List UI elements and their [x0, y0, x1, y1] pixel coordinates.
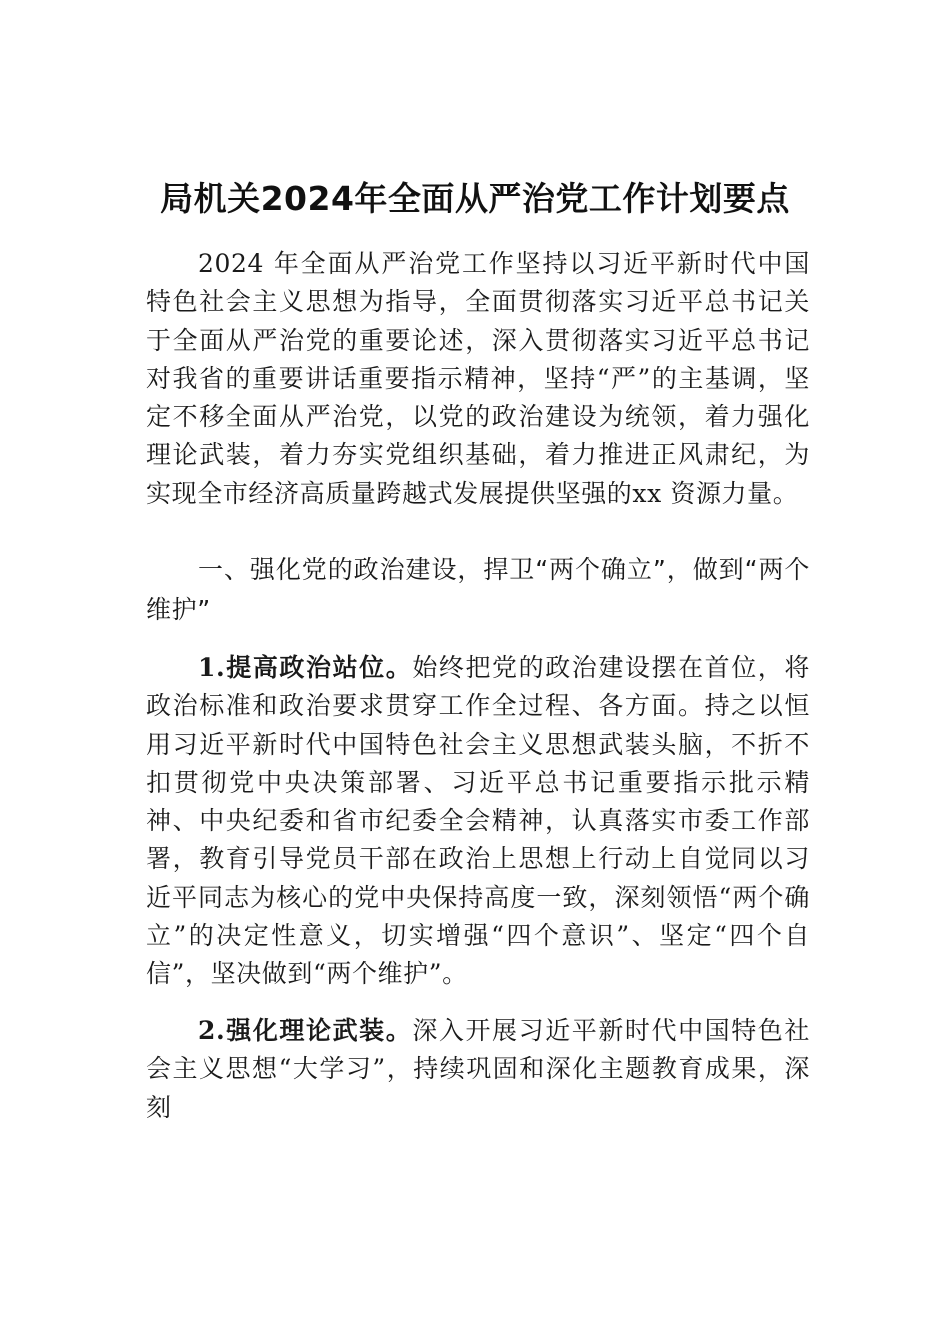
item-1-lead: 1.提高政治站位。 — [198, 653, 413, 682]
item-2-text: 深入开展习近平新时代中国特色社会主义思想“大学习”，持续巩固和深化主题教育成果，深刻 — [146, 1016, 810, 1122]
paragraph-item-2 — [146, 1012, 810, 1127]
item-2-lead: 2.强化理论武装。 — [198, 1016, 413, 1045]
item-1-text: 始终把党的政治建设摆在首位，将政治标准和政治要求贯穿工作全过程、各方面。持之以恒用习近平新时代中国特色社会主义思想武装头脑，不折不扣贯彻党中央决策部署、习近平总书记重要指示批示精神、中央纪委和省市纪委全会精神，认真落实市委工作部署，教育引导党员干部在政治上思想上行动上自觉同以习近平同志为核心的党中央保持高度一致，深刻领悟“两个确立”的决定性意义，切实增强“四个意识”、坚定“四个自信”，坚决做到“两个维护”。 — [146, 653, 810, 989]
paragraph-item-1 — [146, 649, 810, 994]
section-heading-1: 一、强化党的政治建设，捍卫“两个确立”，做到“两个维护” — [146, 555, 810, 624]
intro-paragraph: 2024 年全面从严治党工作坚持以习近平新时代中国特色社会主义思想为指导，全面贯彻落实习近平总书记关于全面从严治党的重要论述，深入贯彻落实习近平总书记对我省的重要讲话重要指示精神，坚持“严”的主基调，坚定不移全面从严治党，以党的政治建设为统领，着力强化理论武装，着力夯实党组织基础，着力推进正风肃纪，为实现全市经济高质量跨越式发展提供坚强的xx 资源力量。 — [146, 249, 810, 508]
document-title: 局机关2024年全面从严治党工作计划要点 — [160, 179, 790, 218]
